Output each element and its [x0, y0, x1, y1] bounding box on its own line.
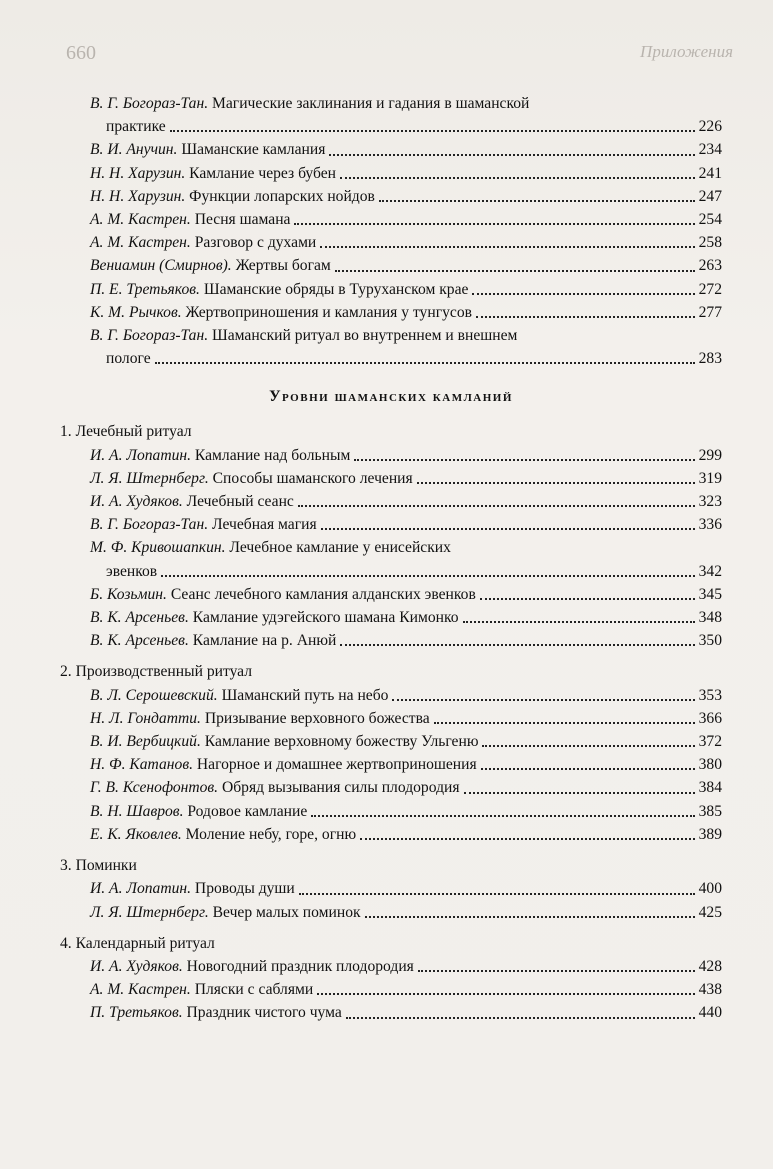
dot-leader	[299, 893, 695, 895]
running-title: Приложения	[640, 42, 733, 61]
entry-author: В. К. Арсеньев.	[90, 632, 189, 650]
entry-title: Камлание удэгейского шамана Кимонко	[188, 609, 459, 627]
entry-page-number: 353	[698, 686, 722, 704]
entry-page-number: 438	[698, 981, 722, 999]
toc-entry[interactable]	[90, 92, 722, 138]
entry-title: Магические заклинания и гадания в шаманской	[208, 95, 530, 112]
group-spacer	[60, 846, 722, 852]
entry-title: Новогодний праздник плодородия	[182, 957, 414, 975]
toc-entry[interactable]	[90, 162, 722, 185]
entry-author: В. И. Анучин.	[90, 141, 178, 159]
toc-entry[interactable]	[90, 324, 722, 370]
entry-page-number: 389	[698, 825, 722, 843]
entry-page-number: 247	[698, 187, 722, 205]
toc-entry[interactable]	[90, 707, 722, 730]
entry-page-number: 342	[698, 562, 722, 580]
dot-leader	[365, 916, 695, 918]
toc-entry[interactable]	[90, 467, 722, 490]
entry-author: А. М. Кастрен.	[90, 211, 191, 229]
dot-leader	[298, 505, 695, 507]
toc-entry[interactable]	[90, 583, 722, 606]
entry-page-number: 272	[698, 280, 722, 298]
entry-page-number: 345	[698, 585, 722, 603]
entry-author: В. Г. Богораз-Тан.	[90, 327, 209, 345]
dot-leader	[472, 293, 694, 295]
group-heading: 1. Лечебный ритуал	[60, 423, 192, 441]
entry-title: Камлание верховному божеству Ульгеню	[200, 733, 479, 751]
entry-title: Родовое камлание	[183, 802, 308, 820]
entry-author: В. Л. Серошевский.	[90, 686, 218, 704]
toc-entry[interactable]	[90, 138, 722, 161]
entry-author: Н. Н. Харузин.	[90, 164, 186, 182]
entry-title: Призывание верховного божества	[200, 709, 430, 727]
entry-author: И. А. Худяков.	[90, 493, 183, 511]
entry-author: К. М. Рычков.	[90, 303, 182, 321]
dot-leader	[340, 177, 695, 179]
toc-entry[interactable]	[90, 231, 722, 254]
toc-entry[interactable]	[90, 776, 722, 799]
dot-leader	[464, 792, 695, 794]
group-spacer	[60, 652, 722, 658]
toc-entry[interactable]	[90, 513, 722, 536]
section-title: Уровни шаманских камланий	[269, 388, 513, 406]
entry-title: Лечебный сеанс	[182, 493, 294, 511]
dot-leader	[311, 815, 694, 817]
entry-page-number: 283	[698, 350, 722, 368]
entry-title: Пляски с саблями	[190, 981, 314, 999]
dot-leader	[418, 970, 695, 972]
toc-entry[interactable]	[90, 629, 722, 652]
entry-page-number: 336	[698, 516, 722, 534]
dot-leader	[170, 130, 695, 132]
dot-leader	[294, 223, 694, 225]
entry-page-number: 234	[698, 141, 722, 159]
toc-entry[interactable]	[90, 185, 722, 208]
toc-entry[interactable]	[90, 684, 722, 707]
dot-leader	[340, 644, 694, 646]
group-spacer	[60, 924, 722, 930]
dot-leader	[417, 482, 695, 484]
group-heading: 4. Календарный ритуал	[60, 934, 215, 952]
entry-author: И. А. Лопатин.	[90, 446, 192, 464]
entry-author: Н. Л. Гондатти.	[90, 709, 201, 727]
dot-leader	[392, 699, 694, 701]
entry-title-continued: эвенков	[106, 562, 158, 580]
toc-entry[interactable]	[90, 823, 722, 846]
table-of-contents	[60, 92, 722, 1025]
entry-page-number: 323	[698, 493, 722, 511]
dot-leader	[354, 459, 694, 461]
dot-leader	[476, 316, 695, 318]
group-heading: 3. Поминки	[60, 857, 137, 875]
entry-title: Функции лопарских нойдов	[185, 187, 375, 205]
toc-entry[interactable]	[90, 536, 722, 582]
entry-page-number: 299	[698, 446, 722, 464]
dot-leader	[335, 270, 695, 272]
entry-page-number: 350	[698, 632, 722, 650]
entry-page-number: 366	[698, 709, 722, 727]
dot-leader	[346, 1017, 695, 1019]
entry-page-number: 348	[698, 609, 722, 627]
entry-title: Камлание над больным	[191, 446, 351, 464]
dot-leader	[379, 200, 695, 202]
entry-title: Камлание через бубен	[185, 164, 337, 182]
entry-title: Сеанс лечебного камлания алданских эвенков	[166, 585, 476, 603]
dot-leader	[434, 722, 695, 724]
entry-author: П. Третьяков.	[90, 1004, 183, 1022]
entry-author: Вениамин (Смирнов).	[90, 257, 232, 275]
entry-page-number: 258	[698, 234, 722, 252]
dot-leader	[155, 362, 695, 364]
toc-entry[interactable]	[90, 955, 722, 978]
entry-page-number: 384	[698, 779, 722, 797]
entry-title: Песня шамана	[190, 211, 291, 229]
entry-title: Жертвы богам	[231, 257, 331, 275]
toc-entry[interactable]	[90, 901, 722, 924]
toc-entry[interactable]	[90, 490, 722, 513]
toc-entry[interactable]	[90, 730, 722, 753]
dot-leader	[360, 838, 695, 840]
dot-leader	[320, 246, 694, 248]
entry-author: Н. Н. Харузин.	[90, 187, 186, 205]
entry-title: Проводы души	[191, 880, 295, 898]
toc-entry[interactable]	[90, 753, 722, 776]
toc-entry[interactable]	[90, 1001, 722, 1024]
group-heading: 2. Производственный ритуал	[60, 663, 253, 681]
entry-title: Шаманский путь на небо	[217, 686, 389, 704]
entry-author: И. А. Худяков.	[90, 957, 183, 975]
entry-title: Жертвоприношения и камлания у тунгусов	[181, 303, 472, 321]
entry-author: В. И. Вербицкий.	[90, 733, 201, 751]
page-number: 660	[66, 42, 96, 64]
dot-leader	[329, 154, 694, 156]
entry-author: И. А. Лопатин.	[90, 880, 192, 898]
toc-entry[interactable]	[90, 800, 722, 823]
entry-author: М. Ф. Кривошапкин.	[90, 539, 226, 557]
entry-title: Лечебная магия	[208, 516, 317, 534]
entry-author: Л. Я. Штернберг.	[90, 903, 209, 921]
entry-page-number: 226	[698, 118, 722, 136]
entry-page-number: 400	[698, 880, 722, 898]
entry-page-number: 428	[698, 957, 722, 975]
toc-entry[interactable]	[90, 444, 722, 467]
entry-author: Н. Ф. Катанов.	[90, 756, 193, 774]
entry-page-number: 254	[698, 211, 722, 229]
entry-author: Г. В. Ксенофонтов.	[90, 779, 219, 797]
dot-leader	[317, 993, 694, 995]
entry-author: В. Н. Шавров.	[90, 802, 184, 820]
entry-title: Обряд вызывания силы плодородия	[218, 779, 460, 797]
entry-title: Моление небу, горе, огню	[181, 825, 357, 843]
toc-entry[interactable]	[90, 301, 722, 324]
entry-title-continued: практике	[106, 118, 166, 136]
entry-page-number: 380	[698, 756, 722, 774]
dot-leader	[481, 768, 695, 770]
entry-author: А. М. Кастрен.	[90, 981, 191, 999]
toc-entry[interactable]	[90, 278, 722, 301]
entry-author: В. Г. Богораз-Тан.	[90, 95, 209, 112]
entry-page-number: 277	[698, 303, 722, 321]
entry-title: Способы шаманского лечения	[208, 469, 413, 487]
entry-title: Шаманский ритуал во внутреннем и внешнем	[208, 327, 518, 345]
entry-title: Разговор с духами	[190, 234, 317, 252]
dot-leader	[161, 575, 694, 577]
entry-author: А. М. Кастрен.	[90, 234, 191, 252]
entry-author: П. Е. Третьяков.	[90, 280, 200, 298]
toc-entry[interactable]	[90, 606, 722, 629]
entry-title: Нагорное и домашнее жертвоприношения	[193, 756, 477, 774]
toc-entry[interactable]	[90, 208, 722, 231]
entry-title: Шаманские камлания	[177, 141, 326, 159]
entry-title: Камлание на р. Анюй	[188, 632, 337, 650]
entry-page-number: 385	[698, 802, 722, 820]
dot-leader	[463, 621, 695, 623]
toc-entry[interactable]	[90, 978, 722, 1001]
toc-entry[interactable]	[90, 877, 722, 900]
entry-author: В. Г. Богораз-Тан.	[90, 516, 209, 534]
entry-title: Праздник чистого чума	[182, 1004, 342, 1022]
entry-page-number: 425	[698, 903, 722, 921]
page-header	[66, 42, 733, 66]
entry-page-number: 241	[698, 164, 722, 182]
entry-page-number: 263	[698, 257, 722, 275]
entry-title: Вечер малых поминок	[208, 903, 361, 921]
entry-author: В. К. Арсеньев.	[90, 609, 189, 627]
dot-leader	[482, 745, 694, 747]
entry-page-number: 372	[698, 733, 722, 751]
entry-title-continued: пологе	[106, 350, 151, 368]
dot-leader	[321, 528, 695, 530]
entry-author: Б. Козьмин.	[90, 585, 167, 603]
dot-leader	[480, 598, 695, 600]
entry-author: Л. Я. Штернберг.	[90, 469, 209, 487]
toc-entry[interactable]	[90, 254, 722, 277]
entry-title: Лечебное камлание у енисейских	[225, 539, 451, 557]
entry-page-number: 440	[698, 1004, 722, 1022]
entry-page-number: 319	[698, 469, 722, 487]
entry-author: Е. К. Яковлев.	[90, 825, 182, 843]
entry-title: Шаманские обряды в Туруханском крае	[199, 280, 469, 298]
